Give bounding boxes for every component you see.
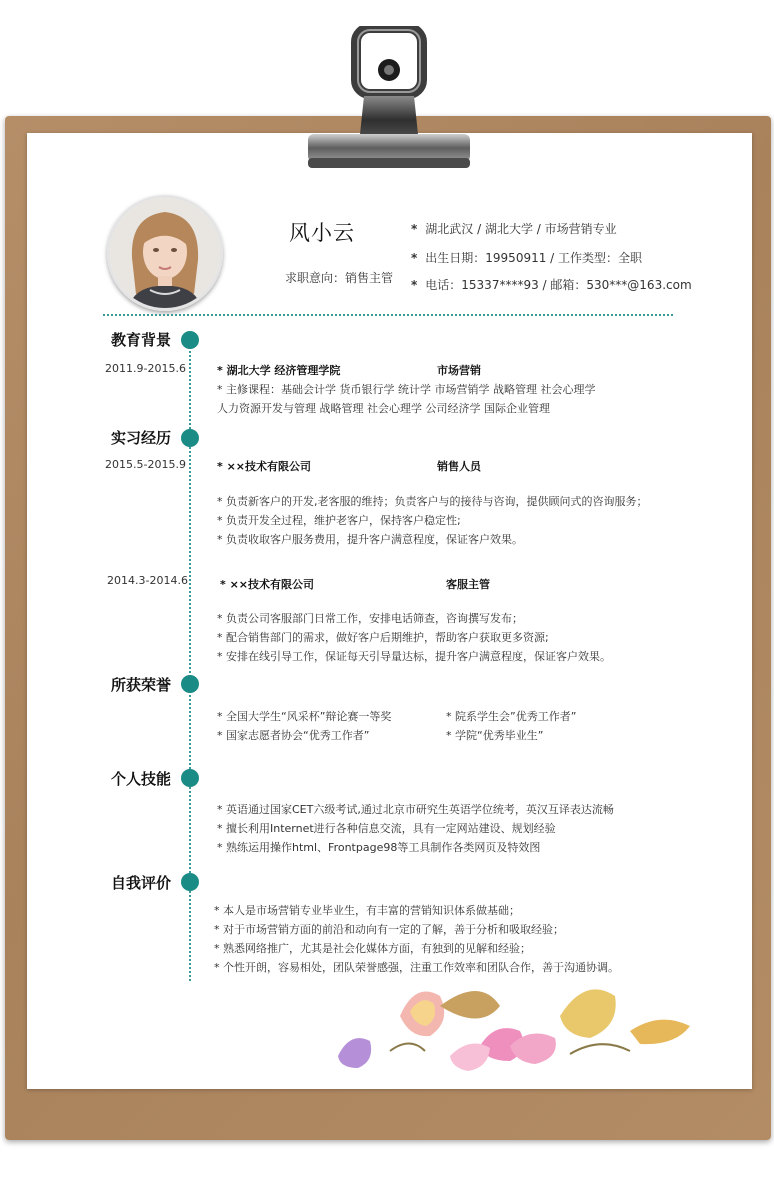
section-title-self-eval: 自我评价 — [111, 874, 172, 892]
info-birth — [411, 249, 642, 266]
info-birth-text: 出生日期：19950911 / 工作类型：全职 — [425, 251, 643, 265]
info-bullet: * — [411, 251, 418, 265]
avatar — [107, 195, 223, 311]
binder-clip-icon — [304, 26, 474, 176]
info-contact-text: 电话：15337****93 / 邮箱：530***@163.com — [425, 278, 692, 292]
job-role: 客服主管 — [446, 578, 490, 591]
honor-item: * 全国大学生“风采杯”辩论赛一等奖 — [217, 710, 392, 723]
resume-paper — [27, 133, 752, 1089]
section-title-education: 教育背景 — [111, 331, 172, 349]
education-courses-cont: 人力资源开发与管理 战略管理 社会心理学 公司经济学 国际企业管理 — [217, 402, 550, 415]
self-eval-item: * 熟悉网络推广，尤其是社会化媒体方面，有独到的见解和经验； — [214, 942, 531, 955]
job-company: * ××技术有限公司 — [217, 460, 312, 473]
honor-item: * 院系学生会”优秀工作者” — [446, 710, 577, 723]
job-duty: * 安排在线引导工作，保证每天引导量达标，提升客户满意程度，保证客户效果。 — [217, 650, 611, 663]
education-major: 市场营销 — [437, 364, 481, 377]
info-bullet: * — [411, 222, 418, 236]
job-duty: * 负责公司客服部门日常工作，安排电话筛查，咨询撰写发布； — [217, 612, 523, 625]
timeline-dot — [181, 769, 199, 787]
job-role: 销售人员 — [437, 460, 481, 473]
job-date: 2014.3-2014.6 — [107, 574, 188, 587]
job-duty: * 配合销售部门的需求，做好客户后期维护，帮助客户获取更多资源; — [217, 631, 549, 644]
skill-item: * 英语通过国家CET六级考试,通过北京市研究生英语学位统考，英汉互译表达流畅 — [217, 803, 614, 816]
timeline-dot — [181, 675, 199, 693]
self-eval-item: * 个性开朗，容易相处，团队荣誉感强，注重工作效率和团队合作，善于沟通协调。 — [214, 961, 619, 974]
education-courses: * 主修课程：基础会计学 货币银行学 统计学 市场营销学 战略管理 社会心理学 — [217, 383, 596, 396]
portrait-image — [110, 198, 220, 308]
info-location-text: 湖北武汉 / 湖北大学 / 市场营销专业 — [425, 222, 617, 236]
flower-decoration — [330, 976, 730, 1088]
education-school: * 湖北大学 经济管理学院 — [217, 364, 341, 377]
honor-item: * 国家志愿者协会“优秀工作者” — [217, 729, 370, 742]
candidate-name: 风小云 — [289, 221, 355, 245]
section-title-skills: 个人技能 — [111, 770, 172, 788]
info-bullet: * — [411, 278, 418, 292]
job-duty: * 负责开发全过程，维护老客户，保持客户稳定性; — [217, 514, 461, 527]
job-company: * ××技术有限公司 — [220, 578, 315, 591]
self-eval-item: * 本人是市场营销专业毕业生，有丰富的营销知识体系做基础； — [214, 904, 520, 917]
info-location — [411, 220, 617, 237]
timeline-dot — [181, 873, 199, 891]
section-title-honors: 所获荣誉 — [111, 676, 172, 694]
section-title-internship: 实习经历 — [111, 429, 172, 447]
self-eval-item: * 对于市场营销方面的前沿和动向有一定的了解，善于分析和吸取经验； — [214, 923, 564, 936]
timeline-dot — [181, 429, 199, 447]
job-intent: 求职意向：销售主管 — [285, 271, 394, 285]
timeline-dot — [181, 331, 199, 349]
header-divider — [103, 314, 673, 316]
job-duty: * 负责收取客户服务费用，提升客户满意程度，保证客户效果。 — [217, 533, 523, 546]
skill-item: * 擅长利用Internet进行各种信息交流，具有一定网站建设、规划经验 — [217, 822, 556, 835]
job-date: 2015.5-2015.9 — [105, 458, 186, 471]
info-contact — [411, 276, 692, 293]
education-date: 2011.9-2015.6 — [105, 362, 186, 375]
skill-item: * 熟练运用操作html、Frontpage98等工具制作各类网页及特效图 — [217, 841, 541, 854]
honor-item: * 学院“优秀毕业生” — [446, 729, 544, 742]
job-duty: * 负责新客户的开发,老客服的维持；负责客户与的接待与咨询，提供顾问式的咨询服务； — [217, 495, 648, 508]
